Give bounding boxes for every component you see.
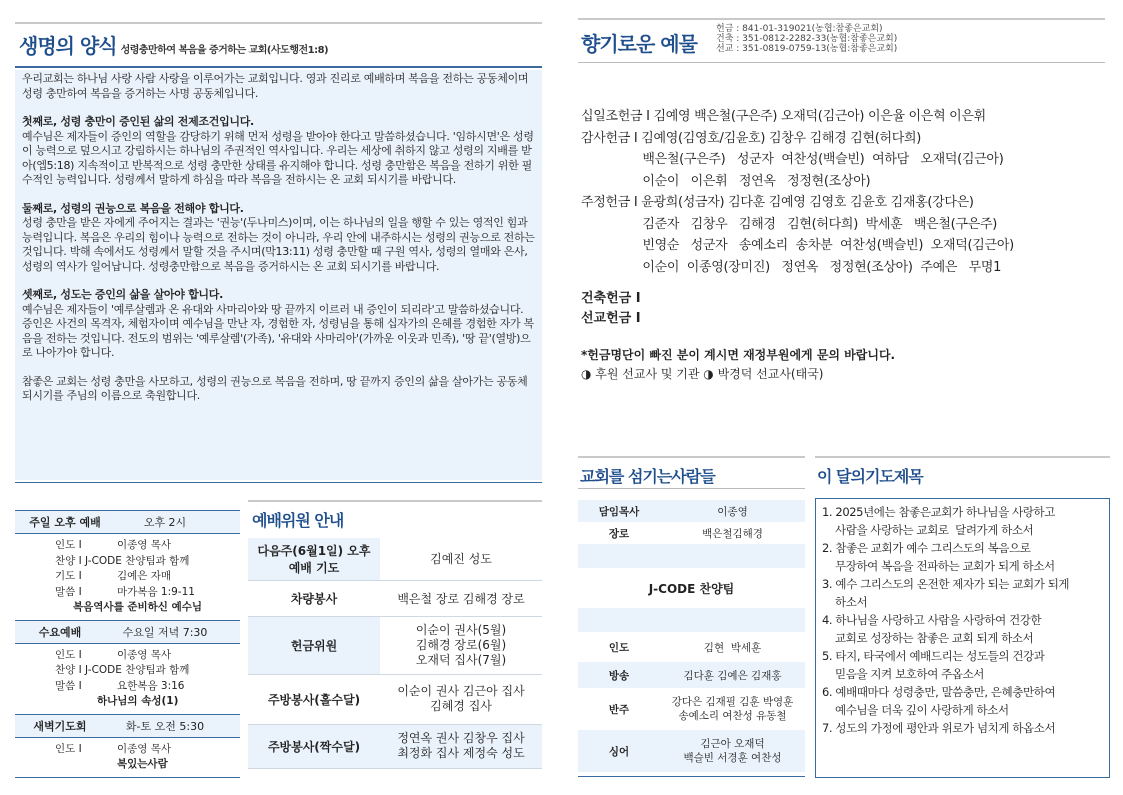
service-wednesday-header xyxy=(15,620,240,644)
sermon-bottom-rule xyxy=(15,482,542,483)
elder-label: 장로 xyxy=(608,527,630,540)
prayer-item: 4. 하나님을 사랑하고 사람을 사랑하여 건강한 교회로 성장하는 참좋은 교회 되게 하소서 xyxy=(822,613,1042,645)
sermon-body xyxy=(15,70,542,480)
prayer-box xyxy=(815,498,1110,778)
service-sunday-body xyxy=(15,534,240,620)
staff-table xyxy=(248,538,542,769)
staff-role: 차량봉사 xyxy=(248,580,380,616)
row-value: 김예은 자매 xyxy=(117,570,172,582)
service-time: 오후 2시 xyxy=(143,516,187,529)
offering-rule xyxy=(578,62,1105,63)
sermon-title-dawn: 복있는사람 xyxy=(117,758,168,770)
sermon-title-wednesday: 하나님의 속성(1) xyxy=(97,695,179,707)
people-top-rule xyxy=(578,456,805,458)
team-title: J-CODE 찬양팀 xyxy=(648,581,735,596)
services-panel xyxy=(15,510,240,778)
staff-role: 다음주(6월1일) 오후예배 기도 xyxy=(248,538,380,580)
staff-role: 주방봉사(홀수달) xyxy=(248,674,380,724)
service-time: 화-토 오전 5:30 xyxy=(125,719,205,733)
service-dawn-header xyxy=(15,714,240,738)
account-building: 건축 : 351-0812-2282-33(농협:참좋은교회) xyxy=(716,34,898,44)
offering-title: 향기로운 예물 xyxy=(581,32,697,56)
team-names: 강다은 김재필 김훈 박영훈 송예소리 여찬성 유동철 xyxy=(671,696,794,722)
account-mission: 선교 : 351-0819-0759-13(농협:참좋은교회) xyxy=(716,44,898,54)
team-role: 인도 xyxy=(608,641,630,654)
left-blue-rule xyxy=(15,66,542,68)
prayer-item: 5. 타지, 타국에서 예배드리는 성도들의 건강과 믿음을 지켜 보호하여 주옵소서 xyxy=(822,649,1045,681)
team-role: 싱어 xyxy=(608,745,630,758)
building-offering: 건축헌금 I xyxy=(581,291,641,306)
offering-line: 백은철(구은주) 성군자 여찬성(백슬빈) 여하담 오재덕(김근아) xyxy=(581,152,1004,167)
row-value: 요한복음 3:16 xyxy=(117,679,185,692)
service-sunday-header xyxy=(15,510,240,534)
spacer-row xyxy=(578,608,805,632)
offering-line: 이순이 이은휘 정연옥 정정현(조상아) xyxy=(581,173,871,189)
staff-names: 이순이 권사(5월) 김해경 장로(6월) 오재덕 집사(7월) xyxy=(380,616,542,674)
point-3-heading: 셋째로, 성도는 증인의 삶을 살아야 합니다. xyxy=(22,288,223,301)
row-value: 이종영 목사 xyxy=(117,539,172,551)
offering-line: 빈영순 성군자 송예소리 송차분 여찬성(백슬빈) 오재덕(김근아) xyxy=(581,238,1014,253)
people-table xyxy=(578,500,805,772)
offering-line: 십일조헌금 I 김예영 백은철(구은주) 오재덕(김근아) 이은율 이은혁 이은휘 xyxy=(581,109,986,124)
service-wednesday-body xyxy=(15,644,240,714)
service-name: 새벽기도회 xyxy=(33,719,87,733)
prayer-item: 6. 예배때마다 성령충만, 말씀충만, 은혜충만하여 예수님을 더욱 깊이 사랑하게 하소서 xyxy=(822,685,1056,717)
people-bottom-rule xyxy=(578,776,805,777)
people-rule xyxy=(578,488,805,489)
staff-names: 김예진 성도 xyxy=(380,538,542,580)
team-names: 김근아 오재덕 백슬빈 서경훈 여찬성 xyxy=(683,738,782,764)
team-names: 김현 박세훈 xyxy=(703,641,762,654)
pastor-name: 이종영 xyxy=(717,505,748,518)
mission-offering: 선교헌금 I xyxy=(581,311,641,326)
prayer-item: 1. 2025년에는 참좋은교회가 하나님을 사랑하고 사람을 사랑하는 교회로 달려가게 하소서 xyxy=(822,505,1055,537)
service-time: 수요일 저녁 7:30 xyxy=(122,625,208,639)
row-label: 찬양 I J-CODE 찬양팀과 함께 xyxy=(55,664,190,676)
row-value: 마가복음 1:9-11 xyxy=(117,585,195,598)
spacer-row xyxy=(578,544,805,568)
row-label: 인도 I xyxy=(55,648,82,661)
row-label: 인도 I xyxy=(55,742,82,755)
point-2-text: 성령 충만을 받은 자에게 주어지는 결과는 '권능'(두나미스)이며, 이는 하나님의 일을 행할 수 있는 영적인 힘과 능력입니다. 복음은 우리의 힘이나 능력으로 전하는 것이 아니라, 우리 안에 내주하시는 성령의 권능으로 전하는 것입니다. 박해 속에서도 성령께서 말할 것을 주시며(막13:11) 성령 충만할 때 구원 역사, 성령의 열매와 은사, 성령의 역사가 일어납니다. 성령충만함으로 복음을 증거하시는 온 교회 되시기를 바랍니다. xyxy=(22,216,535,273)
offering-notice: *헌금명단이 빠진 분이 계시면 재정부원에게 문의 바랍니다. xyxy=(581,348,896,362)
row-value: 이종영 목사 xyxy=(117,742,172,755)
staff-role: 헌금위원 xyxy=(248,616,380,674)
point-1-heading: 첫째로, 성령 충만이 증인된 삶의 전제조건입니다. xyxy=(22,115,254,128)
sermon-closing: 참좋은 교회는 성령 충만을 사모하고, 성령의 권능으로 복음을 전하며, 땅 끝까지 증인의 삶을 살아가는 공동체되시기를 주님의 이름으로 축원합니다. xyxy=(22,374,528,402)
point-2-heading: 둘째로, 성령의 권능으로 복음을 전해야 합니다. xyxy=(22,201,244,215)
left-top-rule xyxy=(15,22,542,24)
sermon-intro: 우리교회는 하나님 사랑 사람 사랑을 이루어가는 교회입니다. 영과 진리로 예배하며 복음을 전하는 공동체이며 성령 충만하여 복음을 증거하는 사명 공동체입니다. xyxy=(22,72,529,100)
staff-title: 예배위원 안내 xyxy=(252,511,344,530)
point-1-text: 예수님은 제자들이 증인의 역할을 감당하기 위해 먼저 성령을 받아야 한다고 말씀하셨습니다. '임하시면'은 성령이 능력으로 덮으시고 강림하시는 하나님의 주권적인 역사입니다. 우리는 세상에 취하지 않고 성령의 지배를 받아(엡5:18) 지속적이고 반복적으로 성령 충만한 상태를 유지해야 합니다. 성령 충만함은 복음을 전하기 위한 필수적인 능력입니다. 성령께서 말하게 하심을 따라 복음을 전하시는 온 교회 되시기를 바랍니다. xyxy=(22,129,534,186)
team-role: 방송 xyxy=(608,669,630,682)
prayer-item: 3. 예수 그리스도의 온전한 제자가 되는 교회가 되게 하소서 xyxy=(822,577,1070,609)
account-offering: 헌금 : 841-01-319021(농협:참좋은교회) xyxy=(716,24,883,34)
sermon-header xyxy=(19,30,539,59)
service-name: 주일 오후 예배 xyxy=(29,516,101,529)
offering-line: 감사헌금 I 김예영(김영호/김윤호) 김창우 김해경 김현(허다희) xyxy=(581,130,922,146)
prayer-item: 2. 참좋은 교회가 예수 그리스도의 복음으로 무장하여 복음을 전파하는 교회가 되게 하소서 xyxy=(822,541,1055,573)
staff-names: 백은철 장로 김해경 장로 xyxy=(380,580,542,616)
row-value: 이종영 목사 xyxy=(117,648,172,661)
team-names: 김다훈 김예은 김재홍 xyxy=(683,669,782,682)
service-name: 수요예배 xyxy=(38,625,82,639)
point-3-text: 예수님은 제자들이 '예루살렘과 온 유대와 사마리아와 땅 끝까지 이르러 내 증인이 되리라'고 말씀하셨습니다. 증인은 사건의 목격자, 체험자이며 예수님을 만난 자, 경험한 자, 성령님을 통해 십자가의 은혜를 경험한 자가 복음을 전하는 것입니다. 전도의 범위는 '예루살렘'(가족), '유대와 사마리아'(가까운 이웃과 민족), '땅 끝'(열방)으로 나아가야 합니다. xyxy=(22,302,534,359)
missionaries: ◑ 후원 선교사 및 기관 ◑ 박경덕 선교사(태국) xyxy=(581,367,824,381)
offering-list xyxy=(581,106,1105,278)
bank-accounts xyxy=(716,24,897,54)
row-label: 말씀 I xyxy=(55,585,82,598)
prayer-item: 7. 성도의 가정에 평안과 위로가 넘치게 하옵소서 xyxy=(822,721,1056,735)
offering-line: 이순이 이종영(장미진) 정연옥 정정현(조상아) 주예은 무명1 xyxy=(581,259,1002,275)
sermon-title-sunday: 복음역사를 준비하신 예수님 xyxy=(73,601,203,613)
right-top-rule xyxy=(578,18,1105,20)
sermon-subtitle: 성령충만하여 복음을 증거하는 교회(사도행전1:8) xyxy=(120,45,329,56)
row-label: 기도 I xyxy=(55,570,82,582)
staff-names: 이순이 권사 김근아 집사 김혜경 집사 xyxy=(380,674,542,724)
pastor-label: 담임목사 xyxy=(598,505,640,518)
sermon-title: 생명의 양식 xyxy=(19,34,117,58)
service-dawn-body xyxy=(15,738,240,778)
row-label: 인도 I xyxy=(55,539,82,551)
people-title: 교회를 섬기는사람들 xyxy=(580,467,715,486)
row-label: 찬양 I J-CODE 찬양팀과 함께 xyxy=(55,554,190,567)
staff-top-rule xyxy=(248,500,542,502)
prayer-title: 이 달의기도제목 xyxy=(817,467,923,486)
prayer-top-rule xyxy=(815,456,1110,458)
row-label: 말씀 I xyxy=(55,679,82,692)
offering-line: 주정헌금 I 윤광희(성금자) 김다훈 김예영 김영호 김윤호 김재홍(강다은) xyxy=(581,195,974,210)
elder-names: 백은철김해경 xyxy=(702,527,763,540)
staff-role: 주방봉사(짝수달) xyxy=(248,724,380,768)
staff-names: 정연옥 권사 김창우 집사 최정화 집사 제정숙 성도 xyxy=(380,724,542,768)
team-role: 반주 xyxy=(608,703,630,716)
offering-line: 김준자 김창우 김해경 김현(허다희) 박세훈 백은철(구은주) xyxy=(581,216,997,232)
